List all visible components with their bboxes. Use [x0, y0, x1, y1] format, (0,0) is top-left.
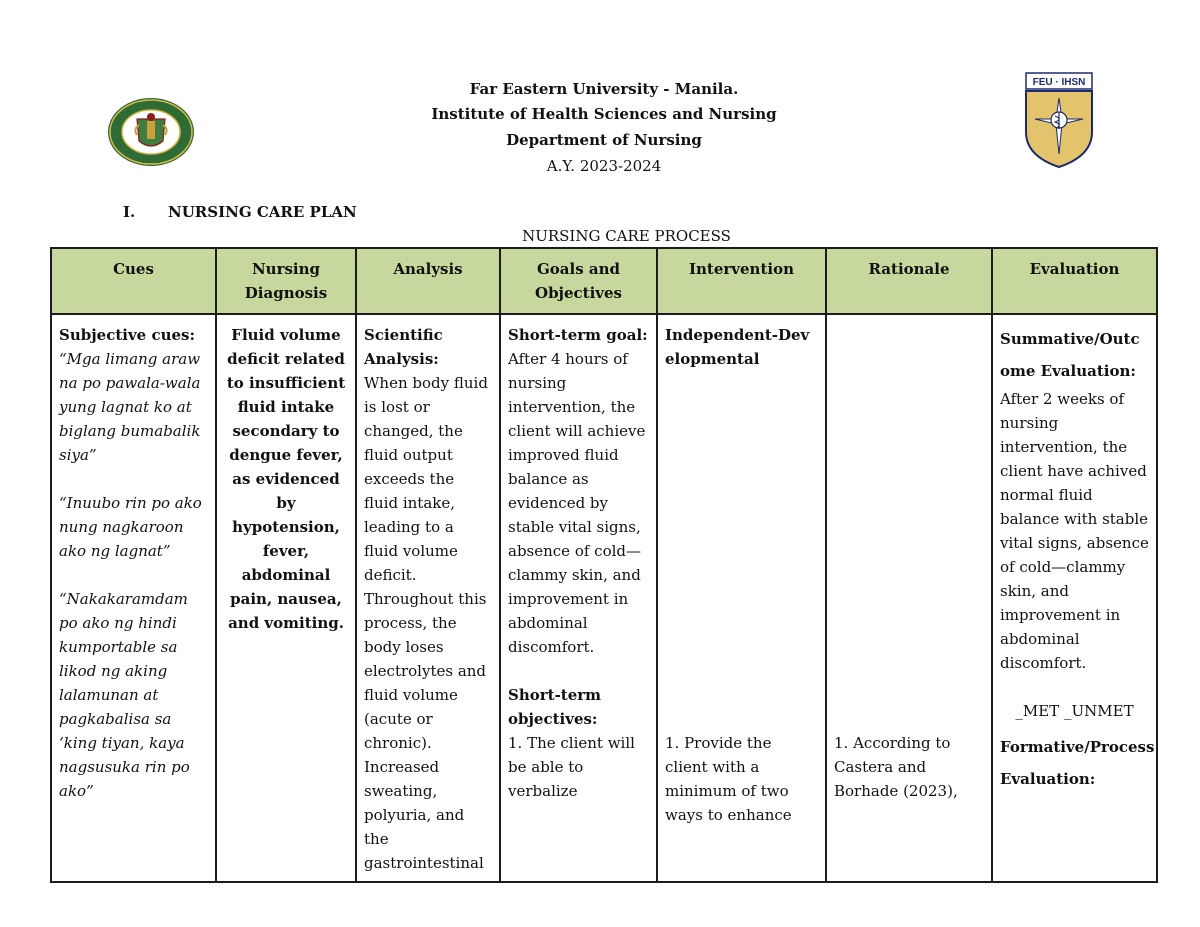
header-rationale: Rationale: [826, 248, 992, 314]
short-term-goal-text: After 4 hours of nursing intervention, the client will achieve improved fluid balance as evidenced by stable vital signs, absence of cold—clammy skin, and improvement in abdominal discomfort.: [508, 350, 646, 656]
analysis-cell: [356, 314, 500, 882]
nursing-diagnosis-cell: Fluid volume deficit related to insufficient fluid intake secondary to dengue fever, as evidenced by hypotension, fever, abdominal pain, nausea, and vomiting.: [216, 314, 356, 882]
goals-cell: [500, 314, 657, 882]
section-heading: [123, 203, 357, 221]
table-row: [51, 314, 1157, 882]
header-evaluation: Evaluation: [992, 248, 1157, 314]
university-seal-logo: [107, 97, 195, 167]
intervention-category-heading: Independent-Developmental: [665, 326, 810, 368]
department-name: Department of Nursing: [506, 131, 702, 149]
header-cues: Cues: [51, 248, 216, 314]
summative-evaluation-heading: Summative/Outcome Evaluation:: [1000, 330, 1140, 380]
institute-name: Institute of Health Sciences and Nursing: [431, 105, 777, 123]
cue-quote-3: “Nakakaramdam po ako ng hindi kumportable sa likod ng aking lalamunan at pagkabalisa sa ‘king tiyan, kaya nagsusuka rin po ako”: [59, 590, 190, 800]
intervention-item-1: 1. Provide the client with a minimum of two ways to enhance: [665, 734, 792, 824]
section-title: NURSING CARE PLAN: [168, 203, 357, 221]
cue-quote-2: “Inuubo rin po ako nung nagkaroon ako ng lagnat”: [59, 494, 202, 560]
scientific-analysis-text: When body fluid is lost or changed, the fluid output exceeds the fluid intake, leading to a fluid volume deficit. Throughout this process, the body loses electrolytes and fluid volume (acute or chronic). Increased sweating, polyuria, and the gastrointestinal: [364, 374, 488, 872]
met-unmet-marker: _MET _UNMET: [1015, 702, 1134, 720]
header-intervention: Intervention: [657, 248, 826, 314]
header-nursing-diagnosis: Nursing Diagnosis: [216, 248, 356, 314]
scientific-analysis-heading: Scientific Analysis:: [364, 326, 443, 368]
cue-quote-1: “Mga limang araw na po pawala-wala yung lagnat ko at biglang bumabalik siya”: [59, 350, 201, 464]
table-header-row: [51, 248, 1157, 314]
university-name: Far Eastern University - Manila.: [469, 80, 739, 98]
evaluation-cell: [992, 314, 1157, 882]
cues-cell: [51, 314, 216, 882]
formative-evaluation-heading: Formative/Process Evaluation:: [1000, 738, 1155, 788]
short-term-objective-1: 1. The client will be able to verbalize: [508, 734, 635, 800]
intervention-cell: [657, 314, 826, 882]
rationale-item-1: 1. According to Castera and Borhade (2023),: [834, 734, 958, 800]
rationale-cell: [826, 314, 992, 882]
section-number: I.: [123, 203, 136, 221]
subjective-cues-heading: Subjective cues:: [59, 326, 196, 344]
header-analysis: Analysis: [356, 248, 500, 314]
nursing-care-plan-table: [50, 247, 1158, 883]
header-goals-objectives: Goals and Objectives: [500, 248, 657, 314]
summative-evaluation-text: After 2 weeks of nursing intervention, the client have achived normal fluid balance with stable vital signs, absence of cold—clammy skin, and improvement in abdominal discomfort.: [1000, 390, 1149, 672]
academic-year: A.Y. 2023-2024: [546, 157, 662, 175]
feu-ihsn-crest-logo: [1025, 72, 1093, 168]
short-term-objectives-heading: Short-term objectives:: [508, 686, 602, 728]
short-term-goal-heading: Short-term goal:: [508, 326, 648, 344]
process-title: NURSING CARE PROCESS: [522, 227, 731, 245]
crest-label: FEU · IHSN: [1032, 77, 1086, 88]
